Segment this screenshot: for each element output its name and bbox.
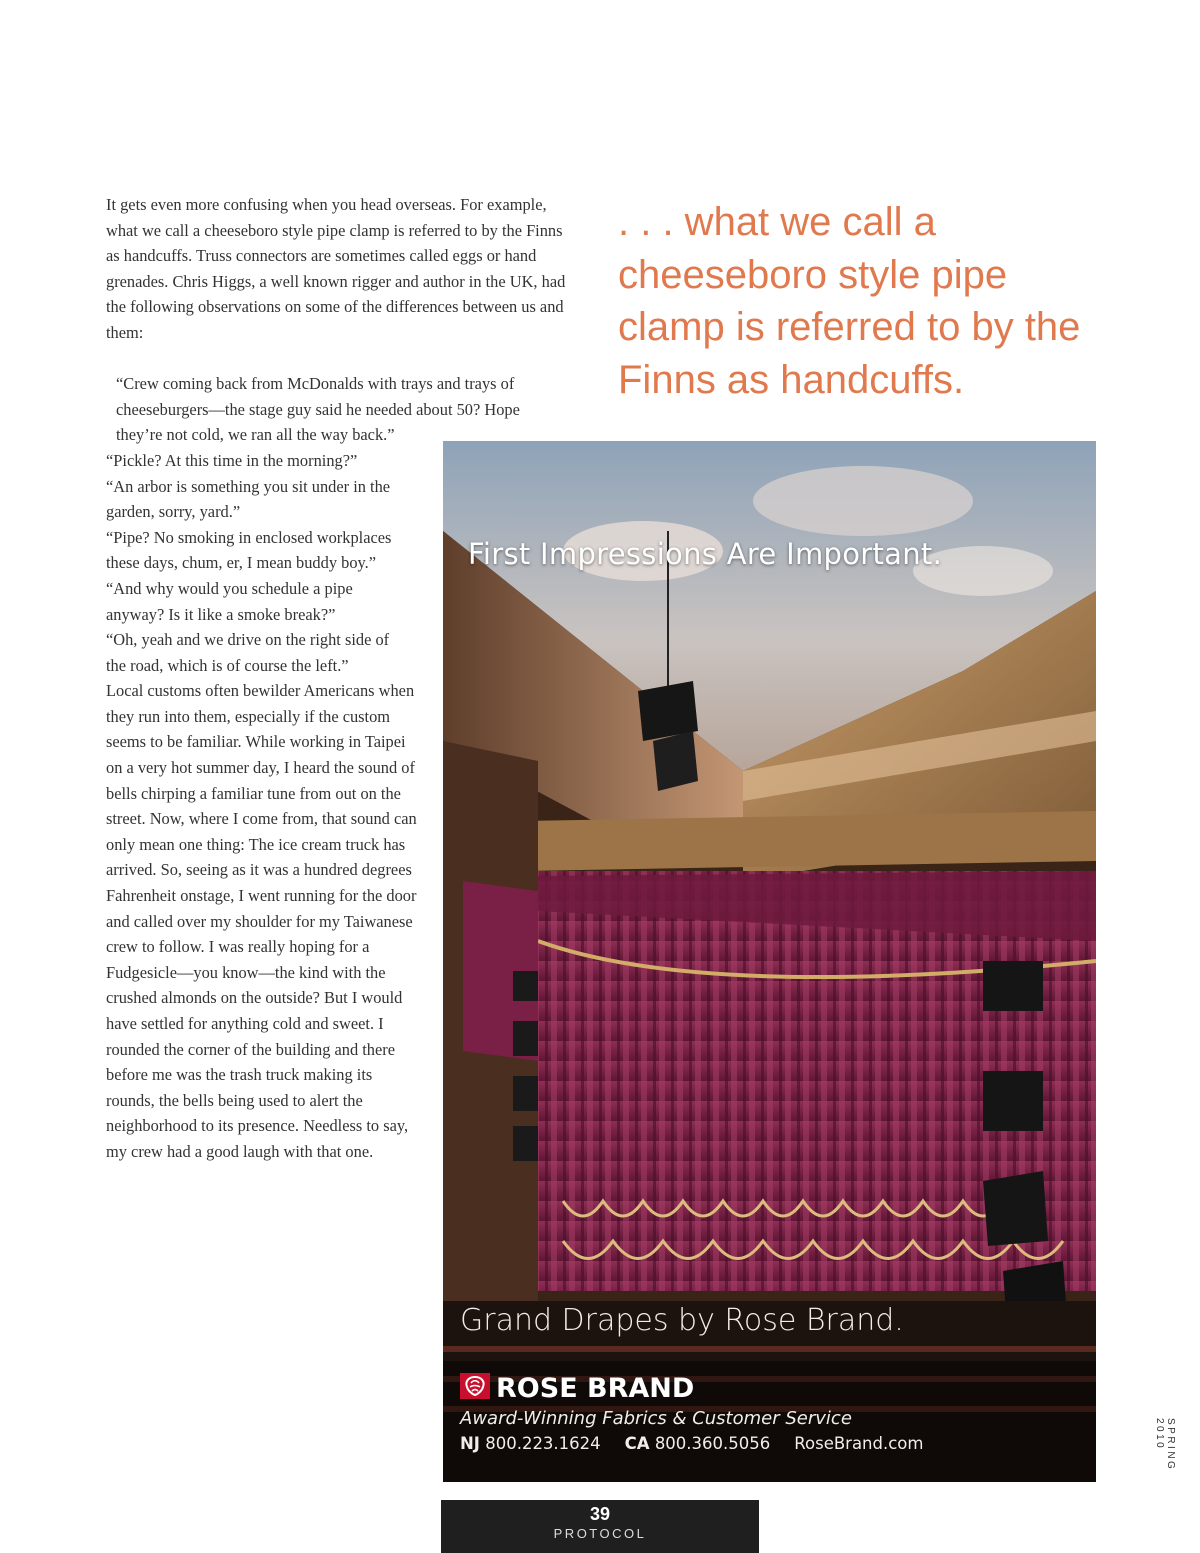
- brand-logo[interactable]: [460, 1373, 694, 1404]
- article-local-customs: Local customs often bewilder Americans when they run into them, especially if the custom seems to be familiar. While working in Taipei on a very hot summer day, I heard the sound of bells chirping a familiar tune from out on the street. Now, where I come from, that sound can only mean one thing: The ice cream truck has arrived. So, seeing as it was a hundred degrees Fahrenheit onstage, I went running for the door and called over my shoulder for my Taiwanese crew to follow. I was really hoping for a Fudgesicle—you know—the kind with the crushed almonds on the outside? But I would have settled for anything cold and sweet. I rounded the corner of the building and there before me was the trash truck making its rounds, the bells being used to alert the neighborhood to its presence. Needless to say, my crew had a good laugh with that one.: [106, 681, 417, 1161]
- ca-label: CA: [624, 1434, 650, 1453]
- article-intro: It gets even more confusing when you head overseas. For example, what we call a cheeseboro style pipe clamp is referred to by the Finns as handcuffs. Truss connectors are sometimes called eggs or hand grenades. Chris Higgs, a well known rigger and author in the UK, had the following observations on some of the differences between us and them:: [106, 195, 566, 342]
- pull-quote: [618, 196, 1088, 406]
- quote-item: “Oh, yeah and we drive on the right side of the road, which is of course the left.”: [106, 630, 390, 675]
- ad-tagline: Grand Drapes by Rose Brand.: [460, 1303, 904, 1338]
- quote-item: “Pipe? No smoking in enclosed workplaces these days, chum, er, I mean buddy boy.”: [106, 527, 392, 573]
- brand-name: ROSE BRAND: [496, 1373, 695, 1404]
- ca-phone: 800.360.5056: [654, 1434, 771, 1453]
- quote-item: “An arbor is something you sit under in the garden, sorry, yard.”: [106, 476, 391, 522]
- website-link[interactable]: RoseBrand.com: [794, 1434, 924, 1453]
- publication-name: PROTOCOL: [553, 1526, 647, 1541]
- ca-contact[interactable]: [625, 1434, 771, 1453]
- page-number: 39: [589, 1504, 611, 1524]
- issue-label: SPRING 2010: [1154, 1418, 1176, 1472]
- rose-icon: [460, 1373, 490, 1404]
- nj-phone: 800.223.1624: [485, 1434, 601, 1453]
- ad-headline: First Impressions Are Important.: [468, 537, 943, 571]
- contact-row: [460, 1434, 923, 1453]
- quote-item: “Crew coming back from McDonalds with trays and trays of cheeseburgers—the stage guy said he needed about 50? Hope they’re not cold, we ran all the way back.”: [116, 374, 520, 445]
- pull-quote-text: . . . what we call a cheeseboro style pipe clamp is referred to by the Finns as handcuffs.: [618, 200, 1081, 402]
- rose-brand-advertisement[interactable]: [443, 441, 1096, 1482]
- quote-item: “And why would you schedule a pipe anyway? Is it like a smoke break?”: [106, 578, 353, 624]
- page-footer-tab: [441, 1500, 759, 1553]
- quote-item: “Pickle? At this time in the morning?”: [106, 450, 358, 470]
- brand-subtitle: Award-Winning Fabrics & Customer Service: [460, 1408, 852, 1429]
- nj-label: NJ: [460, 1434, 480, 1453]
- nj-contact[interactable]: [460, 1434, 601, 1453]
